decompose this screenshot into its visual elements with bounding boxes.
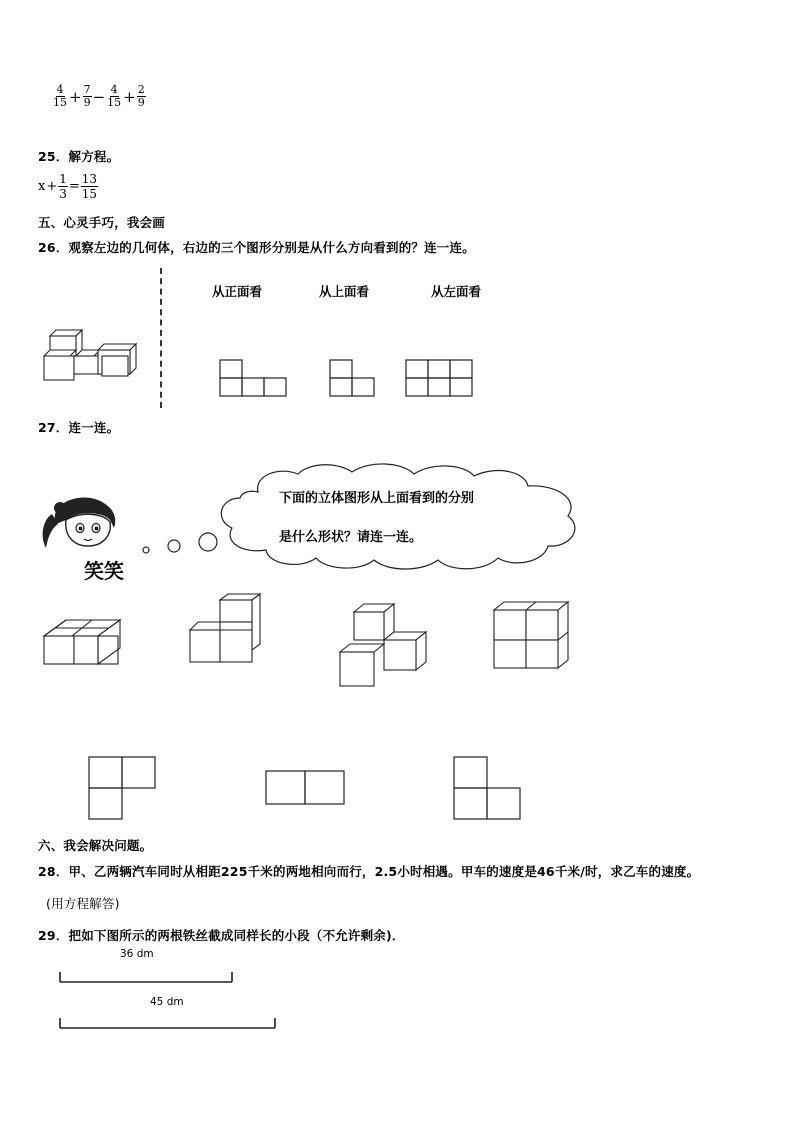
wire-1 — [58, 970, 238, 986]
q26-view-shape-2 — [329, 359, 377, 399]
minus-sign: − — [92, 87, 106, 106]
q27-top-view-1 — [88, 756, 160, 822]
fraction: $\frac{13}{15}$ — [81, 172, 98, 201]
thought-cloud — [218, 462, 584, 572]
wire-2 — [58, 1016, 280, 1032]
fraction: $\frac{7}{9}$ — [83, 83, 91, 109]
q26-solid-figure — [40, 322, 140, 384]
section-5-title: 五、心灵手巧，我会画 — [38, 215, 166, 230]
q27-solid-2 — [188, 592, 264, 664]
character-name: 笑笑 — [84, 559, 124, 583]
q27-top-view-2 — [265, 770, 347, 808]
q27-solid-4 — [492, 600, 570, 672]
section-6-title: 六、我会解决问题。 — [38, 838, 153, 853]
question-28-note: (用方程解答) — [46, 896, 120, 911]
label-front-view: 从正面看 — [212, 284, 263, 299]
fraction: $\frac{1}{3}$ — [59, 172, 67, 201]
question-26-text: 26．观察左边的几何体，右边的三个图形分别是从什么方向看到的？连一连。 — [38, 240, 475, 255]
dashed-divider — [160, 268, 162, 408]
label-left-view: 从左面看 — [431, 284, 482, 299]
label-top-view: 从上面看 — [319, 284, 370, 299]
plus-sign: + — [69, 87, 82, 106]
wire-1-label: 36 dm — [120, 948, 154, 960]
fraction: $\frac{2}{9}$ — [137, 83, 145, 109]
fraction: $\frac{4}{15}$ — [107, 83, 122, 109]
q26-view-shape-1 — [219, 359, 289, 399]
girl-character-icon — [38, 494, 128, 554]
q27-solid-3 — [338, 600, 428, 690]
expression-24 — [52, 84, 146, 109]
question-25-text: 25．解方程。 — [38, 149, 120, 164]
question-27-text: 27．连一连。 — [38, 420, 120, 435]
fraction: $\frac{4}{15}$ — [53, 83, 67, 109]
plus-sign: + — [123, 87, 136, 106]
cloud-text-line-1: 下面的立体图形从上面看到的分别 — [279, 491, 475, 506]
question-29-text: 29．把如下图所示的两根铁丝截成同样长的小段（不允许剩余)． — [38, 928, 405, 943]
wire-2-label: 45 dm — [150, 996, 184, 1008]
variable-x: x — [38, 179, 46, 194]
plus-sign: + — [46, 179, 58, 194]
thought-bubbles — [140, 528, 220, 558]
cloud-text-line-2: 是什么形状？请连一连。 — [279, 530, 423, 545]
question-28-text: 28．甲、乙两辆汽车同时从相距225千米的两地相向而行，2.5小时相遇。甲车的速度是46千米/时，求乙车的速度。 — [38, 864, 700, 879]
q27-top-view-3 — [453, 756, 525, 822]
equation-25 — [38, 172, 98, 201]
q27-solid-1 — [42, 610, 124, 666]
q26-view-shape-3 — [405, 359, 475, 399]
equals-sign: = — [68, 179, 80, 194]
